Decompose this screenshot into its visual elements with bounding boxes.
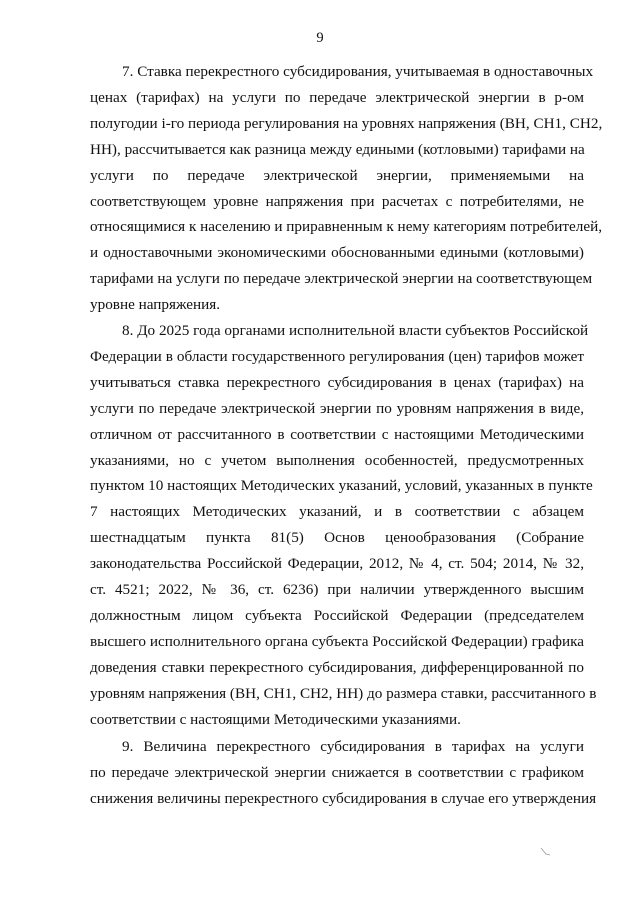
text-line: полугодии i-го периода регулирования на уровнях напряжения (ВН, СН1, СН2, (90, 114, 603, 132)
text-line: 7. Ставка перекрестного субсидирования, учитываемая в одноставочных (122, 63, 594, 80)
text-line: тарифами на услуги по передаче электрической энергии на соответствующем (90, 270, 593, 288)
text-line: отличном от рассчитанного в соответствии с настоящими Методическими (90, 425, 584, 443)
text-line: 8. До 2025 года органами исполнительной власти субъектов Российской (122, 322, 589, 339)
text-line: Федерации в области государственного регулирования (цен) тарифов может (90, 347, 584, 365)
text-line: услуги по передаче электрической энергии по уровням напряжения в виде, (90, 399, 584, 417)
text-line: соответствующем уровне напряжения при расчетах с потребителями, не (90, 192, 584, 210)
scan-mark-icon (540, 846, 552, 856)
text-line: относящимися к населению и приравненным к нему категориям потребителей, (90, 218, 603, 236)
text-line: 7 настоящих Методических указаний, и в соответствии с абзацем (90, 503, 584, 521)
text-line: уровне напряжения. (90, 296, 221, 314)
paragraph-7 (90, 59, 603, 318)
text-line: соответствии с настоящими Методическими указаниями. (90, 710, 461, 728)
text-line: шестнадцатым пункта 81(5) Основ ценообразования (Собрание (90, 529, 584, 547)
text-line: законодательства Российской Федерации, 2012, № 4, ст. 504; 2014, № 32, (90, 555, 584, 573)
text-line: указаниями, но с учетом выполнения особенностей, предусмотренных (90, 451, 584, 469)
paragraph-8 (90, 318, 597, 733)
text-line: и одноставочными экономическими обоснованными едиными (котловыми) (90, 244, 584, 262)
text-line: ст. 4521; 2022, № 36, ст. 6236) при наличии утвержденного высшим (90, 581, 584, 599)
text-line: 9. Величина перекрестного субсидирования в тарифах на услуги (122, 738, 584, 755)
text-line: учитываться ставка перекрестного субсидирования в ценах (тарифах) на (90, 373, 584, 391)
paragraph-9 (90, 734, 597, 812)
text-line: по передаче электрической энергии снижается в соответствии с графиком (90, 763, 584, 781)
text-line: НН), рассчитывается как разница между едиными (котловыми) тарифами на (90, 140, 585, 158)
text-line: услуги по передаче электрической энергии, применяемыми на (90, 166, 584, 184)
text-line: уровням напряжения (ВН, СН1, СН2, НН) до размера ставки, рассчитанного в (90, 684, 597, 702)
text-line: доведения ставки перекрестного субсидирования, дифференцированной по (90, 658, 584, 676)
text-line: ценах (тарифах) на услуги по передаче электрической энергии в р-ом (90, 88, 584, 106)
text-line: высшего исполнительного органа субъекта Российской Федерации) графика (90, 632, 584, 650)
text-line: снижения величины перекрестного субсидирования в случае его утверждения (90, 789, 597, 807)
text-line: должностным лицом субъекта Российской Федерации (председателем (90, 606, 584, 624)
text-line: пунктом 10 настоящих Методических указаний, условий, указанных в пункте (90, 477, 593, 495)
page-number: 9 (316, 30, 324, 46)
